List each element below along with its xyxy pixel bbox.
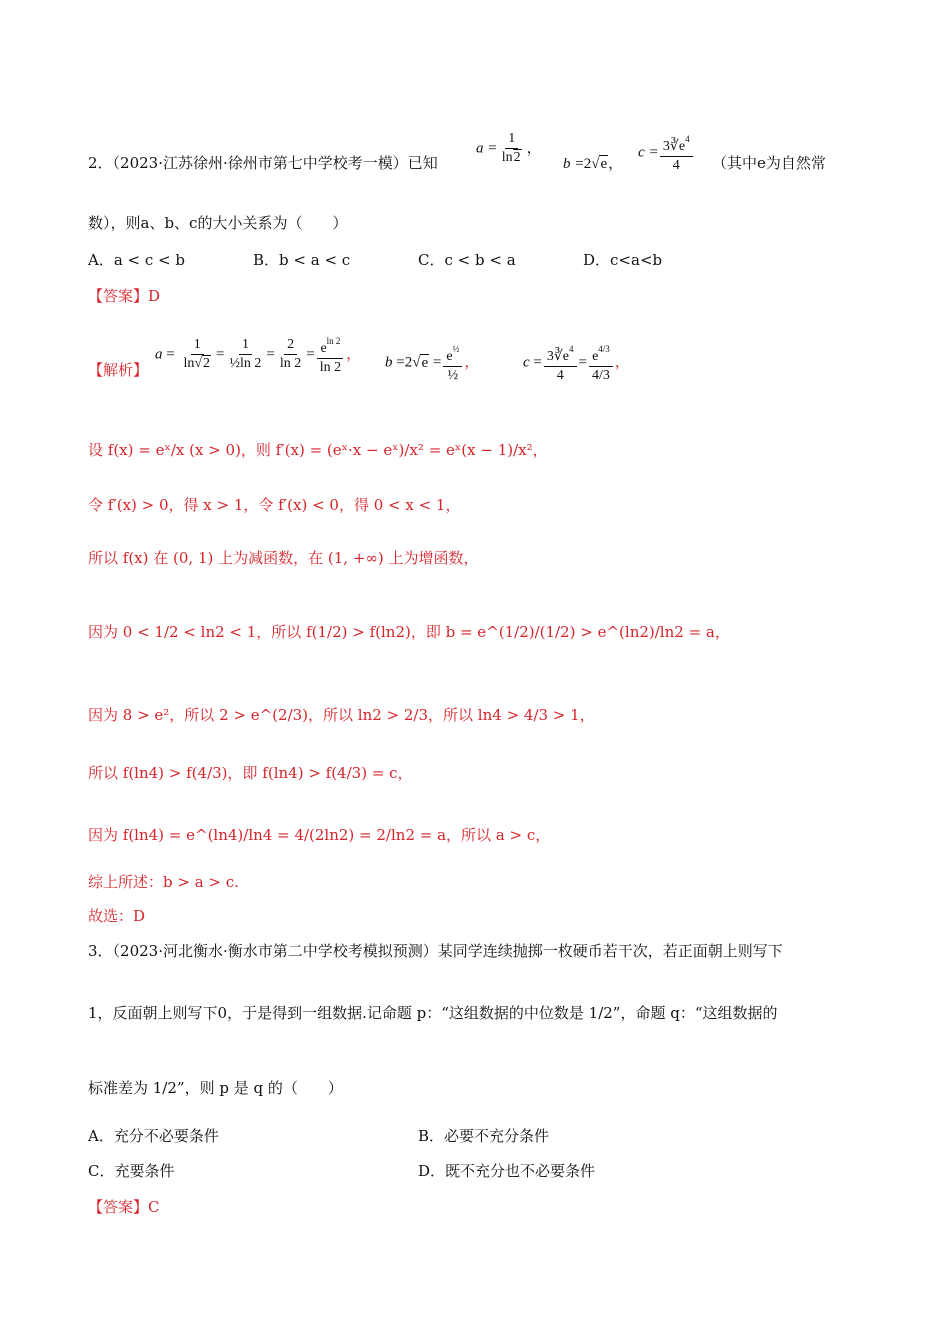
q3-stem-line1: 3．（2023·河北衡水·衡水市第二中学校考模拟预测）某同学连续抛掷一枚硬币若干次，若正面朝上则写下 [88,942,783,960]
q3-option-b: B．必要不充分条件 [418,1127,550,1145]
q3-option-c: C．充要条件 [88,1162,175,1180]
q2-option-a: A．a < c < b [88,251,185,269]
q2-analysis-line-7: 因为 f(ln4) = e^(ln4)/ln4 = 4/(2ln2) = 2/ln2 = a，所以 a > c， [88,826,551,844]
q3-option-a: A．充分不必要条件 [88,1127,219,1145]
q2-analysis-formula-a: a = $\frac{1}{\ln√2}$ = $\frac{1}{\text{½ln 2}}$ = $\frac{2}{\ln 2}$ = $\frac{e^{ln 2}}{\ln 2}$ ， [155,332,361,377]
q2-analysis-line-4: 因为 0 < 1/2 < ln2 < 1，所以 f(1/2) > f(ln2)，即 b = e^(1/2)/(1/2) > e^(ln2)/ln2 = a， [88,623,730,641]
q2-analysis-line-8: 综上所述：b > a > c. [88,873,239,891]
q2-cond-b: b =2√e， [563,154,624,172]
q2-answer: 【答案】D [88,287,161,305]
q2-analysis-line-6: 所以 f(ln4) > f(4/3)，即 f(ln4) > f(4/3) = c， [88,764,413,782]
q2-analysis-formula-b: b =2√e = $\frac{e^{\frac{1}{2}}}{\text{½}}$ ， [385,340,479,385]
q3-stem-line3: 标准差为 1/2”，则 p 是 q 的（ ） [88,1079,343,1097]
q3-option-d: D．既不充分也不必要条件 [418,1162,596,1180]
q2-analysis-label: 【解析】 [88,361,149,379]
q3-answer: 【答案】C [88,1198,160,1216]
q2-analysis-line-5: 因为 8 > e²，所以 2 > e^(2/3)，所以 ln2 > 2/3，所以 ln4 > 4/3 > 1， [88,706,595,724]
q2-cond-c: c = $\frac{3∛e^4}{4}$ [638,130,695,175]
q2-option-c: C．c < b < a [418,251,516,269]
q2-analysis-formula-c: c = $\frac{3∛e^4}{4}$ = $\frac{e^{4/3}}{4/3}$ ， [523,340,630,385]
q2-stem-line2: 数），则a、b、c的大小关系为（ ） [88,214,348,232]
q2-analysis-line-9: 故选：D [88,907,146,925]
q2-analysis-line-1: 设 f(x) = eˣ/x (x > 0)，则 f′(x) = (eˣ·x − eˣ)/x² = eˣ(x − 1)/x²， [88,441,548,459]
q3-stem-line2: 1，反面朝上则写下0，于是得到一组数据.记命题 p：“这组数据的中位数是 1/2”，命题 q：“这组数据的 [88,1004,778,1022]
q2-stem-line1: 2．（2023·江苏徐州·徐州市第七中学校考一模）已知 [88,154,438,172]
q2-stem-tail: （其中e为自然常 [712,154,826,172]
q2-option-d: D．c<a<b [583,251,663,269]
q2-analysis-line-3: 所以 f(x) 在 (0, 1) 上为减函数，在 (1, +∞) 上为增函数， [88,549,479,567]
q2-analysis-line-2: 令 f′(x) > 0，得 x > 1，令 f′(x) < 0，得 0 < x < 1， [88,496,461,514]
q2-option-b: B．b < a < c [253,251,351,269]
q2-cond-a: a = $\frac{1}{\ln 2}$ ， [476,131,542,165]
